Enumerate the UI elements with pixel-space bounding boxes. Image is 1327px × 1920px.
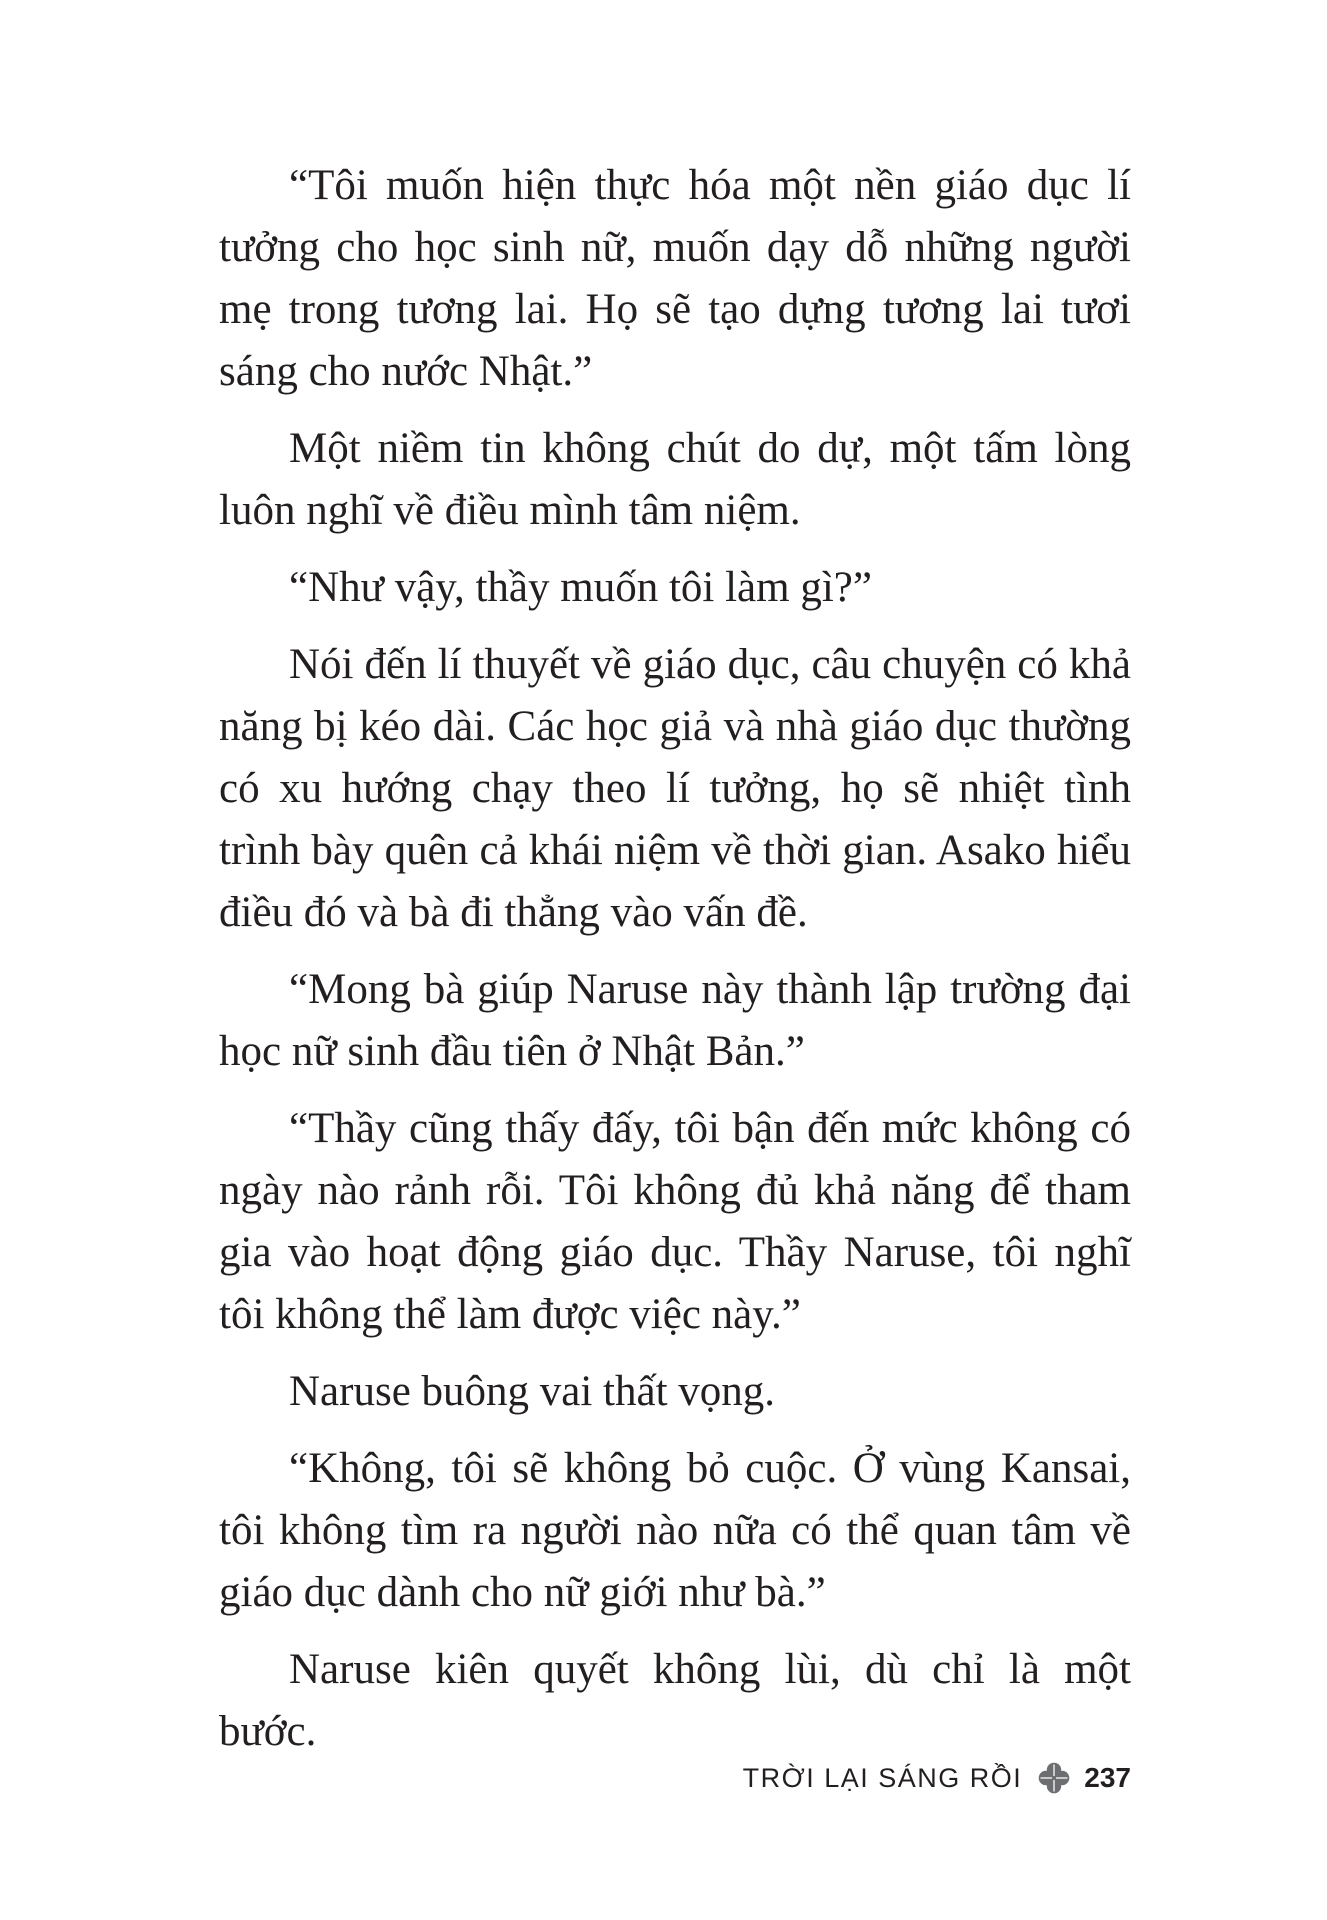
paragraph-2: Một niềm tin không chút do dự, một tấm lòng luôn nghĩ về điều mình tâm niệm. (219, 425, 1131, 534)
paragraph-9: Naruse kiên quyết không lùi, dù chỉ là một bước. (219, 1646, 1131, 1755)
paragraph-4: Nói đến lí thuyết về giáo dục, câu chuyện có khả năng bị kéo dài. Các học giả và nhà giáo dục thường có xu hướng chạy theo lí tưởng, họ sẽ nhiệt tình trình bày quên cả khái niệm về thời gian. Asako hiểu điều đó và bà đi thẳng vào vấn đề. (219, 641, 1131, 936)
page-number: 237 (1084, 1762, 1131, 1793)
page-footer (743, 1760, 1131, 1796)
body-text (219, 155, 1131, 1778)
paragraph-6: “Thầy cũng thấy đấy, tôi bận đến mức không có ngày nào rảnh rỗi. Tôi không đủ khả năng để tham gia vào hoạt động giáo dục. Thầy Naruse, tôi nghĩ tôi không thể làm được việc này.” (219, 1105, 1131, 1338)
paragraph-7: Naruse buông vai thất vọng. (289, 1368, 776, 1415)
running-title: TRỜI LẠI SÁNG RỒI (742, 1762, 1023, 1793)
paragraph-8: “Không, tôi sẽ không bỏ cuộc. Ở vùng Kansai, tôi không tìm ra người nào nữa có thể quan tâm về giáo dục dành cho nữ giới như bà.” (219, 1445, 1131, 1616)
paragraph-5: “Mong bà giúp Naruse này thành lập trường đại học nữ sinh đầu tiên ở Nhật Bản.” (219, 966, 1131, 1075)
paragraph-3: “Như vậy, thầy muốn tôi làm gì?” (289, 564, 872, 611)
paragraph-1: “Tôi muốn hiện thực hóa một nền giáo dục lí tưởng cho học sinh nữ, muốn dạy dỗ những người mẹ trong tương lai. Họ sẽ tạo dựng tương lai tươi sáng cho nước Nhật.” (219, 162, 1131, 395)
clover-icon (1036, 1760, 1072, 1796)
